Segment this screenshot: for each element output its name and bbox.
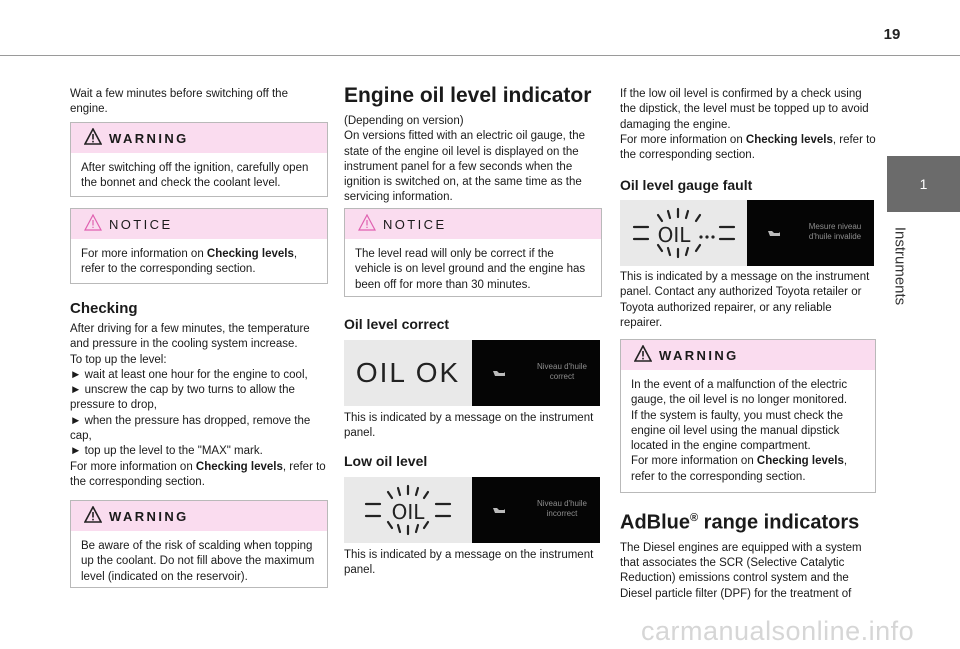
warning-text: After switching off the ignition, carefully open the bonnet and check the coolant level. bbox=[81, 162, 309, 190]
notice-title: NOTICE bbox=[109, 216, 173, 232]
chapter-tab[interactable] bbox=[887, 156, 960, 212]
oil-can-icon bbox=[492, 368, 506, 377]
dashboard-message: Niveau d'huile correct bbox=[536, 362, 587, 381]
checking-heading: Checking bbox=[70, 300, 138, 317]
gauge-fault-text: OIL bbox=[657, 223, 690, 247]
warning-triangle-icon bbox=[84, 128, 102, 145]
checking-section bbox=[70, 300, 326, 490]
chapter-number: 1 bbox=[919, 176, 928, 192]
warning-box-1 bbox=[70, 122, 328, 197]
intro-paragraph: On versions fitted with an electric oil gauge, the state of the engine oil level is displayed on the instrument panel for a few seconds when the ignition is switched on, at the same time as the servicing information. bbox=[344, 130, 585, 204]
warning-box-2 bbox=[70, 500, 328, 588]
bullet-item: ► unscrew the cap by two turns to allow the pressure to drop, bbox=[70, 384, 295, 412]
notice-box-2 bbox=[344, 208, 602, 297]
low-oil-illustration bbox=[344, 477, 600, 543]
warning-header bbox=[71, 501, 327, 531]
adblue-paragraph: The Diesel engines are equipped with a system that associates the SCR (Selective Catalytic Reduction) emissions control system and the Diesel particle filter (DPF) for the treatment of bbox=[620, 541, 862, 600]
dipstick-paragraph: If the low oil level is confirmed by a check using the dipstick, the level must be topped up to avoid damaging the engine. bbox=[620, 88, 869, 131]
checking-levels-link[interactable]: Checking levels bbox=[206, 248, 294, 260]
oil-correct-caption-wrap bbox=[344, 411, 600, 442]
oil-rays-dots-icon bbox=[628, 205, 740, 261]
bullet-item: ► wait at least one hour for the engine to cool, bbox=[70, 368, 308, 381]
watermark: carmanualsonline.info bbox=[641, 616, 915, 646]
notice-triangle-icon bbox=[358, 214, 376, 231]
oil-ok-illustration bbox=[344, 340, 600, 406]
warning-text: If the system is faulty, you must check the engine oil level using the manual dipstick located in the engine compartment. bbox=[631, 409, 843, 453]
oil-rays-icon bbox=[358, 482, 458, 538]
chapter-label-text: Instruments bbox=[891, 226, 909, 306]
gauge-fault-illustration bbox=[620, 200, 874, 266]
dashboard-message: Mesure niveau d'huile invalide bbox=[808, 222, 862, 241]
warning-text: Be aware of the risk of scalding when topping up the coolant. Do not fill above the maximum level (indicated on the reservoir). bbox=[81, 540, 315, 583]
low-oil-text: OIL bbox=[391, 500, 425, 524]
notice-text: The level read will only be correct if the vehicle is on level ground and the engine has been off for more than 30 minutes. bbox=[355, 248, 586, 291]
version-note: (Depending on version) bbox=[344, 115, 464, 127]
dashboard-screen bbox=[472, 340, 600, 406]
gauge-fault-caption-wrap bbox=[620, 270, 876, 331]
low-oil-heading: Low oil level bbox=[344, 453, 428, 469]
section-heading: Engine oil level indicator bbox=[344, 84, 592, 107]
warning-header bbox=[621, 340, 875, 370]
dashboard-screen bbox=[472, 477, 600, 543]
oil-can-icon bbox=[767, 228, 781, 237]
dashboard-message: Niveau d'huile incorrect bbox=[536, 499, 587, 518]
gauge-fault-display bbox=[620, 200, 747, 266]
warning-title: WARNING bbox=[109, 508, 189, 524]
dashboard-screen bbox=[747, 200, 874, 266]
page-number: 19 bbox=[883, 26, 901, 43]
checking-levels-link[interactable]: Checking levels bbox=[745, 133, 833, 146]
warning-header bbox=[71, 123, 327, 153]
warning-title: WARNING bbox=[109, 130, 189, 146]
warning-text: In the event of a malfunction of the electric gauge, the oil level is no longer monitored. bbox=[631, 379, 848, 407]
bullet-item: ► when the pressure has dropped, remove the cap, bbox=[70, 414, 311, 443]
header-rule bbox=[0, 55, 960, 56]
intro-text: Wait a few minutes before switching off the engine. bbox=[70, 88, 288, 116]
checking-paragraph: After driving for a few minutes, the temperature and pressure in the cooling system increase. bbox=[70, 323, 310, 351]
notice-box-1 bbox=[70, 208, 328, 284]
oil-correct-heading: Oil level correct bbox=[344, 316, 450, 332]
warning-title: WARNING bbox=[659, 347, 739, 363]
notice-triangle-icon bbox=[84, 214, 102, 231]
checking-levels-link[interactable]: Checking levels bbox=[756, 455, 844, 468]
checking-levels-link[interactable]: Checking levels bbox=[195, 460, 283, 473]
warning-triangle-icon bbox=[634, 345, 652, 362]
notice-title: NOTICE bbox=[383, 216, 447, 232]
column-1 bbox=[70, 87, 326, 118]
warning-triangle-icon bbox=[84, 506, 102, 523]
gauge-fault-heading: Oil level gauge fault bbox=[620, 177, 753, 193]
low-oil-display bbox=[344, 477, 472, 543]
warning-text: For more information on Checking levels, refer to the corresponding section. bbox=[631, 455, 848, 483]
bullet-item: ► top up the level to the "MAX" mark. bbox=[70, 445, 263, 458]
notice-header bbox=[345, 209, 601, 239]
oil-can-icon bbox=[492, 505, 506, 514]
low-oil-caption-wrap bbox=[344, 548, 600, 579]
adblue-heading: AdBlue® range indicators bbox=[620, 511, 860, 534]
adblue-section bbox=[620, 506, 876, 602]
notice-text: For more information on Checking levels, refer to the corresponding section. bbox=[81, 248, 298, 276]
column-3 bbox=[620, 87, 876, 163]
more-info: For more information on Checking levels, refer to the corresponding section. bbox=[70, 460, 326, 488]
low-oil-caption: This is indicated by a message on the instrument panel. bbox=[344, 549, 594, 577]
gauge-fault-caption: This is indicated by a message on the instrument panel. Contact any authorized Toyota retailer or Toyota authorized repairer, or any reliable repairer. bbox=[620, 271, 870, 329]
top-up-intro: To top up the level: bbox=[70, 353, 167, 366]
warning-box-3 bbox=[620, 339, 876, 493]
oil-correct-caption: This is indicated by a message on the instrument panel. bbox=[344, 412, 594, 440]
chapter-label bbox=[888, 218, 912, 314]
oil-ok-display: OIL OK bbox=[344, 340, 472, 406]
column-2 bbox=[344, 84, 600, 206]
notice-header bbox=[71, 209, 327, 239]
more-info: For more information on Checking levels, refer to the corresponding section. bbox=[620, 133, 876, 162]
